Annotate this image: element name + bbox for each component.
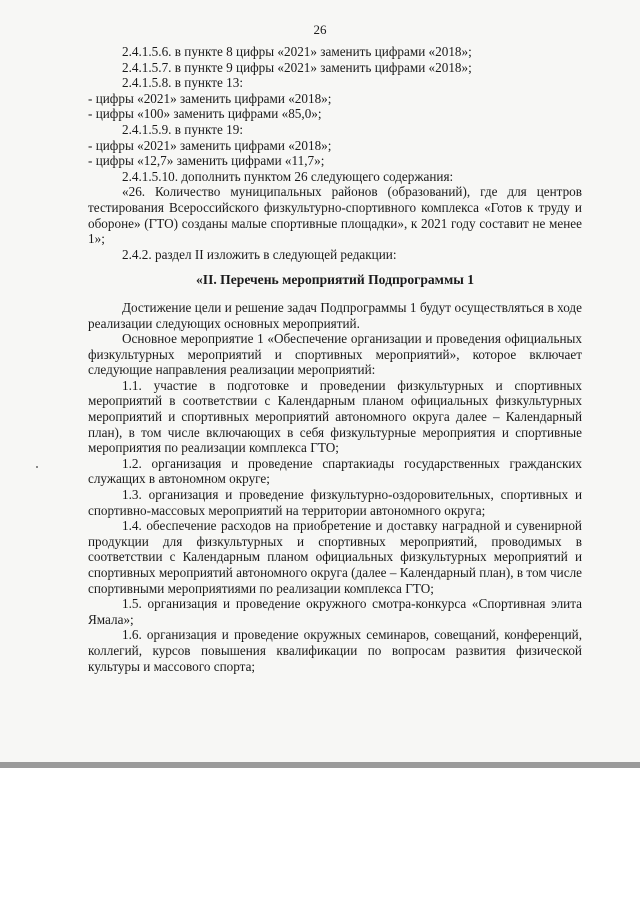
- amendment-line: - цифры «2021» заменить цифрами «2018»;: [88, 90, 332, 106]
- amendment-line: - цифры «12,7» заменить цифрами «11,7»;: [88, 153, 325, 169]
- paragraph: 1.5. организация и проведение окружного смотра-конкурса «Спортивная элита Ямала»;: [88, 596, 582, 627]
- paragraph: 1.3. организация и проведение физкультурно-оздоровительных, спортивных и спортивно-массовых мероприятий на территории автономного округа;: [88, 487, 582, 518]
- amendment-line: 2.4.1.5.7. в пункте 9 цифры «2021» заменить цифрами «2018»;: [122, 59, 472, 75]
- paragraph: 1.6. организация и проведение окружных семинаров, совещаний, конференций, коллегий, курсов повышения квалификации по вопросам развития физической культуры и массового спорта;: [88, 627, 582, 674]
- paragraph: 1.4. обеспечение расходов на приобретение и доставку наградной и сувенирной продукции для физкультурных и спортивных мероприятий, проводимых в соответствии с Календарным планом официальных физкультурных мероприятий и спортивных мероприятий автономного округа (далее – Календарный план), в том числе спортивными мероприятиями по реализации комплекса ГТО;: [88, 518, 582, 596]
- paragraph: 1.2. организация и проведение спартакиады государственных гражданских служащих в автономном округе;: [88, 455, 582, 487]
- scan-speck: [36, 466, 38, 468]
- section-heading: «II. Перечень мероприятий Подпрограммы 1: [195, 272, 475, 288]
- paragraph: Достижение цели и решение задач Подпрограммы 1 будут осуществляться в ходе реализации следующих основных мероприятий.: [88, 299, 582, 331]
- amendment-line: - цифры «2021» заменить цифрами «2018»;: [88, 137, 332, 153]
- paragraph: Основное мероприятие 1 «Обеспечение организации и проведения официальных физкультурных мероприятий и спортивных мероприятий», которое включает следующие направления реализации мероприятий:: [88, 331, 582, 378]
- amendment-line: - цифры «100» заменить цифрами «85,0»;: [88, 106, 322, 122]
- amendment-line: 2.4.1.5.8. в пункте 13:: [122, 75, 243, 91]
- section-line: 2.4.2. раздел II изложить в следующей редакции:: [122, 246, 397, 262]
- page-number: 26: [313, 22, 327, 37]
- paragraph: 1.1. участие в подготовке и проведении физкультурных и спортивных мероприятий в соответствии с Календарным планом официальных физкультурных мероприятий и спортивных мероприятий автономного округа далее – Календарный план), в том числе включающих в себя физкультурные мероприятия и спортивные мероприятия по реализации комплекса ГТО;: [88, 377, 582, 456]
- amendment-line: 2.4.1.5.6. в пункте 8 цифры «2021» заменить цифрами «2018»;: [122, 44, 472, 59]
- document-body: [88, 44, 582, 674]
- amendment-line: 2.4.1.5.9. в пункте 19:: [122, 121, 243, 137]
- amendment-line: 2.4.1.5.10. дополнить пунктом 26 следующего содержания:: [122, 168, 454, 184]
- item-26-text: «26. Количество муниципальных районов (образований), где для центров тестирования Всероссийского физкультурно-спортивного комплекса «Готов к труду и обороне» (ГТО) созданы малые спортивные площадки», к 2021 году составит не менее 1»;: [88, 184, 582, 247]
